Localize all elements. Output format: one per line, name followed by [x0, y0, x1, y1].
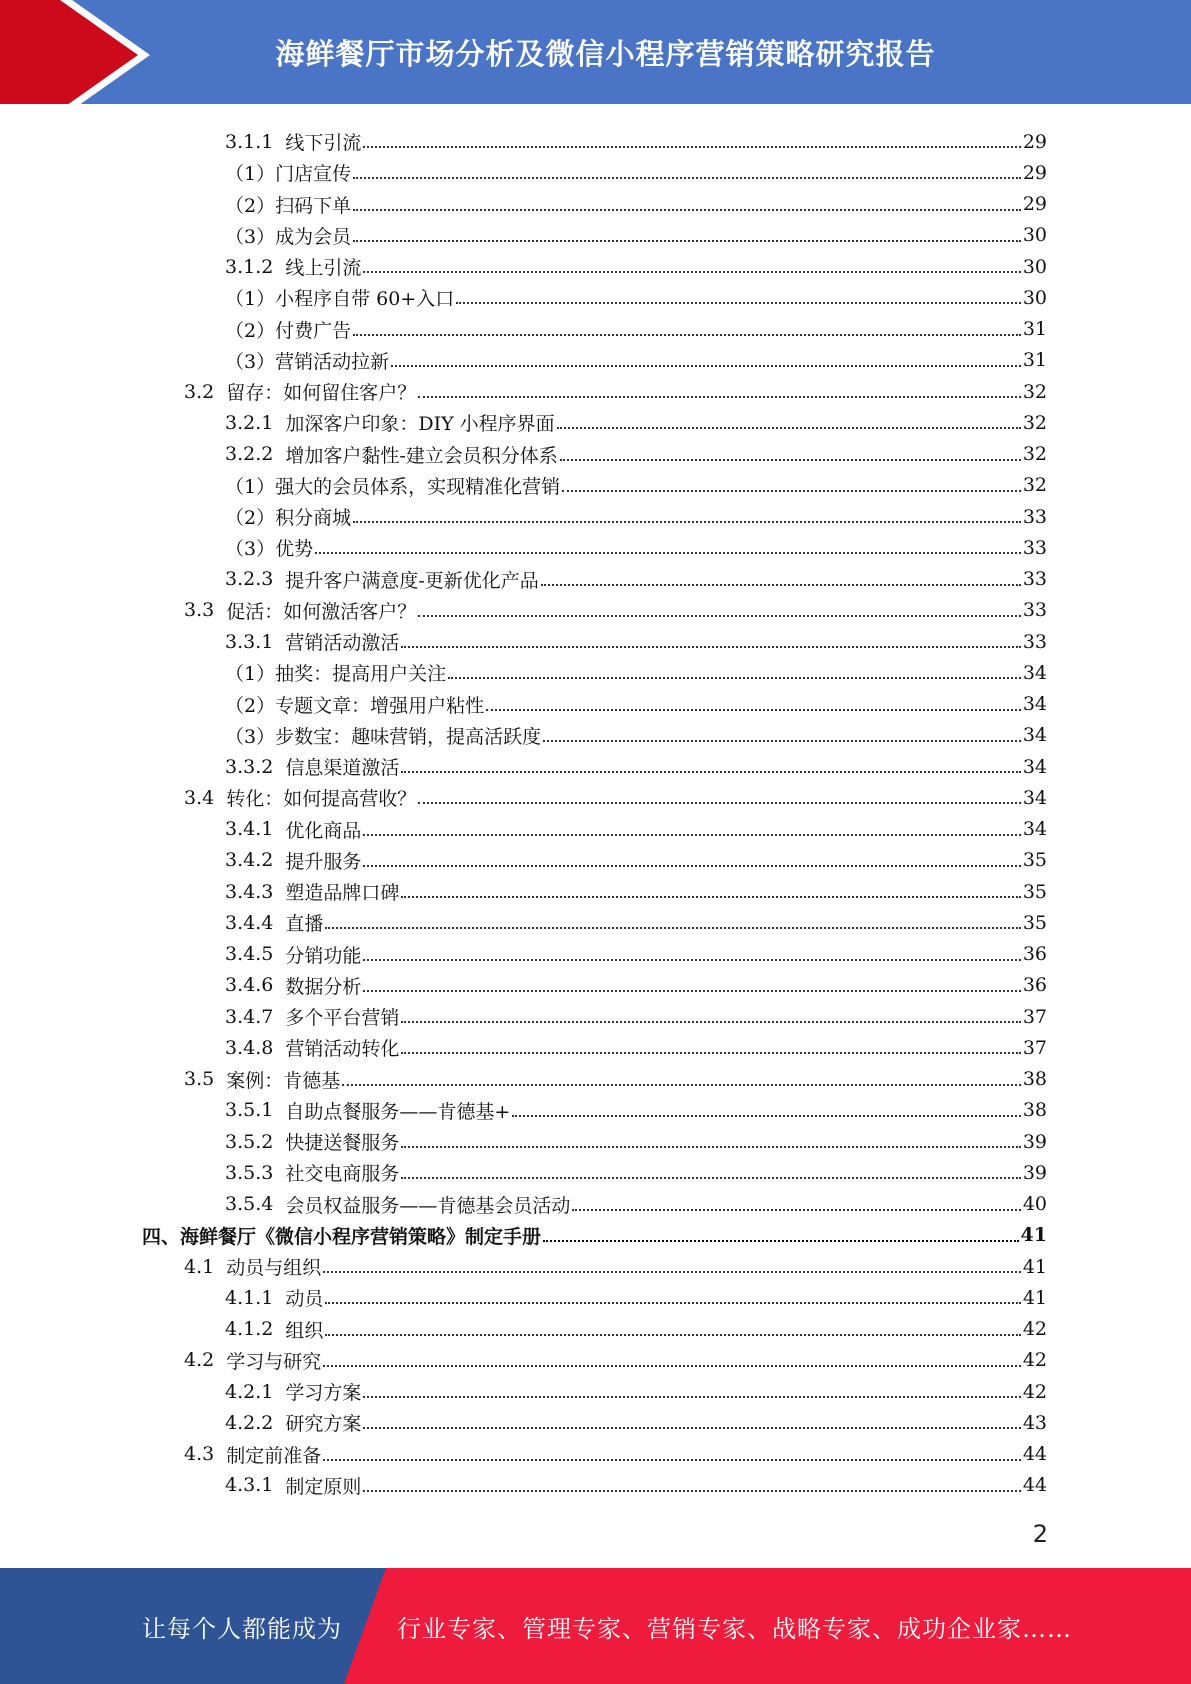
toc-entry-title: 步数宝：趣味营销，提高活跃度 — [275, 725, 542, 748]
toc-entry-page: 32 — [1022, 380, 1047, 403]
toc-entry-page: 42 — [1022, 1349, 1047, 1372]
toc-entry[interactable] — [225, 1032, 1047, 1063]
toc-entry-title: 学习方案 — [285, 1382, 362, 1404]
toc-dot-leader — [562, 481, 1021, 492]
toc-entry-number: 3.5 — [184, 1068, 215, 1090]
toc-dot-leader — [353, 200, 1021, 211]
toc-entry-number: 3.2.1 — [225, 411, 274, 434]
toc-entry-page: 30 — [1022, 224, 1047, 247]
toc-entry-number: 4.2.1 — [225, 1380, 274, 1403]
toc-dot-leader — [363, 950, 1020, 961]
toc-entry-title: 优化商品 — [285, 819, 362, 842]
toc-entry[interactable] — [225, 876, 1047, 907]
toc-entry[interactable] — [225, 689, 1047, 720]
toc-dot-leader — [401, 1137, 1020, 1148]
toc-entry-title: 转化：如何提高营收？ — [226, 788, 417, 811]
header-banner — [0, 0, 1191, 110]
toc-dot-leader — [363, 1481, 1020, 1492]
toc-entry[interactable] — [225, 470, 1047, 501]
toc-dot-leader — [401, 637, 1020, 648]
toc-dot-leader — [363, 262, 1020, 273]
toc-entry-page: 34 — [1022, 693, 1047, 715]
toc-entry-title: 学习与研究 — [226, 1350, 322, 1373]
toc-entry-title: 制定前准备 — [226, 1444, 322, 1467]
toc-dot-leader — [401, 1168, 1020, 1179]
toc-entry-title: 强大的会员体系，实现精准化营销 — [275, 475, 561, 498]
toc-dot-leader — [325, 1325, 1020, 1336]
toc-entry-page: 33 — [1022, 536, 1047, 559]
toc-entry-title: 分销功能 — [285, 944, 362, 967]
toc-entry-number: 3.4.3 — [225, 880, 274, 903]
toc-entry-page: 34 — [1022, 755, 1047, 778]
toc-entry[interactable] — [142, 1220, 1047, 1251]
toc-entry-title: 信息渠道激活 — [285, 757, 400, 779]
toc-dot-leader — [353, 231, 1021, 242]
toc-entry-number: 3.4.8 — [225, 1036, 274, 1059]
toc-entry[interactable] — [225, 282, 1047, 313]
toc-entry-number: （3） — [225, 225, 276, 248]
toc-entry[interactable] — [225, 1157, 1047, 1188]
toc-dot-leader — [353, 168, 1021, 179]
toc-entry-page: 39 — [1022, 1130, 1047, 1153]
toc-entry-number: 3.3.2 — [225, 755, 274, 778]
toc-entry-page: 35 — [1022, 911, 1047, 934]
toc-entry-number: （1） — [225, 288, 276, 311]
toc-dot-leader — [543, 1231, 1019, 1242]
toc-dot-leader — [543, 731, 1021, 742]
toc-dot-leader — [401, 887, 1020, 898]
toc-entry[interactable] — [184, 1064, 1047, 1095]
toc-entry[interactable] — [225, 220, 1047, 251]
toc-entry-title: 营销活动拉新 — [275, 350, 390, 373]
toc-entry-number: 4.3.1 — [225, 1474, 274, 1497]
toc-entry-title: 提升客户满意度-更新优化产品 — [285, 569, 539, 592]
toc-entry-number: （1） — [225, 163, 276, 186]
toc-entry-title: 门店宣传 — [275, 163, 352, 186]
toc-entry-title: 直播 — [285, 913, 324, 936]
toc-entry-number: 3.4.6 — [225, 974, 274, 997]
toc-dot-leader — [418, 606, 1021, 617]
toc-entry[interactable] — [225, 657, 1047, 688]
toc-entry-page: 43 — [1022, 1411, 1047, 1434]
toc-entry-title: 营销活动转化 — [285, 1038, 400, 1061]
toc-dot-leader — [323, 1262, 1021, 1273]
toc-entry-page: 32 — [1022, 411, 1047, 434]
toc-entry-number: （2） — [225, 507, 276, 529]
toc-entry-number: 3.3 — [184, 599, 215, 622]
toc-entry-title: 塑造品牌口碑 — [285, 882, 400, 904]
toc-entry-number: 3.4.4 — [225, 911, 274, 934]
toc-dot-leader — [323, 1450, 1021, 1461]
toc-dot-leader — [541, 575, 1021, 586]
toc-entry[interactable] — [225, 751, 1047, 782]
toc-entry-number: 3.1.2 — [225, 255, 274, 278]
toc-entry[interactable] — [225, 314, 1047, 345]
toc-entry[interactable] — [225, 501, 1047, 532]
toc-dot-leader — [363, 981, 1020, 992]
toc-entry-title: 组织 — [285, 1319, 324, 1342]
toc-entry-number: （2） — [225, 319, 276, 342]
toc-entry-number: 4.2.2 — [225, 1411, 274, 1434]
toc-entry-page: 38 — [1022, 1099, 1047, 1122]
toc-entry-title: 抽奖：提高用户关注 — [275, 663, 447, 686]
toc-entry[interactable] — [225, 564, 1047, 595]
toc-entry-page: 34 — [1022, 661, 1047, 684]
toc-entry-title: 制定原则 — [285, 1475, 362, 1498]
toc-entry-number: 3.4 — [184, 786, 215, 809]
toc-entry-title: 留存：如何留住客户？ — [226, 382, 417, 404]
toc-entry-title: 案例：肯德基 — [226, 1069, 341, 1092]
toc-entry[interactable] — [184, 1345, 1047, 1376]
toc-entry-title: 成为会员 — [275, 225, 352, 248]
toc-entry[interactable] — [225, 907, 1047, 938]
toc-entry-title: 数据分析 — [285, 975, 362, 998]
toc-entry-number: 3.4.5 — [225, 943, 274, 965]
toc-dot-leader — [323, 1356, 1021, 1367]
toc-entry-page: 35 — [1022, 880, 1047, 903]
toc-entry[interactable] — [225, 814, 1047, 845]
toc-entry-title: 专题文章：增强用户粘性 — [275, 694, 485, 717]
toc-entry-page: 36 — [1022, 943, 1047, 965]
toc-dot-leader — [560, 450, 1021, 461]
toc-entry-number: （3） — [225, 538, 276, 561]
toc-dot-leader — [401, 1012, 1020, 1023]
toc-entry[interactable] — [184, 1251, 1047, 1282]
toc-entry-page: 40 — [1022, 1193, 1047, 1215]
toc-entry-title: 积分商城 — [275, 507, 352, 529]
toc-entry[interactable] — [225, 939, 1047, 970]
toc-entry-number: （1） — [225, 475, 276, 498]
toc-dot-leader — [448, 668, 1021, 679]
toc-entry-title: 加深客户印象：DIY 小程序界面 — [285, 413, 555, 436]
toc-entry[interactable] — [225, 845, 1047, 876]
toc-entry-page: 39 — [1022, 1161, 1047, 1184]
toc-entry[interactable] — [225, 532, 1047, 563]
toc-entry[interactable] — [225, 1189, 1047, 1220]
toc-entry-number: 3.5.2 — [225, 1130, 274, 1153]
toc-entry-number: 3.3.1 — [225, 630, 274, 653]
toc-entry-title: 付费广告 — [275, 319, 352, 342]
toc-entry-number: 4.1.2 — [225, 1318, 274, 1340]
toc-entry-title: 扫码下单 — [275, 194, 352, 217]
toc-entry-page: 37 — [1022, 1036, 1047, 1059]
toc-dot-leader — [363, 137, 1020, 148]
toc-entry-number: 4.1 — [184, 1255, 215, 1278]
toc-dot-leader — [315, 543, 1021, 554]
toc-entry[interactable] — [225, 189, 1047, 220]
toc-entry-title: 多个平台营销 — [285, 1007, 400, 1029]
toc-entry-page: 41 — [1022, 1286, 1047, 1309]
toc-entry[interactable] — [225, 720, 1047, 751]
toc-entry-number: 3.2.3 — [225, 568, 274, 590]
toc-entry[interactable] — [225, 1126, 1047, 1157]
toc-entry-number: 3.1.1 — [225, 130, 274, 153]
toc-entry[interactable] — [225, 439, 1047, 470]
toc-entry[interactable] — [225, 407, 1047, 438]
toc-entry-title: 动员 — [285, 1288, 324, 1311]
toc-entry-page: 41 — [1022, 1255, 1047, 1278]
toc-entry-page: 32 — [1022, 443, 1047, 465]
page-number: 2 — [1032, 1520, 1048, 1548]
toc-entry[interactable] — [184, 782, 1047, 813]
toc-entry[interactable] — [225, 970, 1047, 1001]
toc-entry-page: 29 — [1022, 130, 1047, 153]
toc-entry[interactable] — [225, 1376, 1047, 1407]
toc-entry-page: 36 — [1022, 974, 1047, 997]
toc-entry-number: 4.2 — [184, 1349, 215, 1372]
toc-dot-leader — [353, 325, 1021, 336]
toc-entry-page: 35 — [1022, 849, 1047, 872]
toc-dot-leader — [325, 1293, 1020, 1304]
toc-entry-page: 41 — [1020, 1224, 1047, 1247]
toc-entry-number: 4.3 — [184, 1443, 215, 1465]
toc-entry-page: 42 — [1022, 1380, 1047, 1403]
toc-dot-leader — [557, 418, 1021, 429]
toc-entry-title: 促活：如何激活客户？ — [226, 600, 417, 623]
toc-entry-page: 30 — [1022, 255, 1047, 278]
toc-dot-leader — [456, 293, 1021, 304]
toc-entry-number: 3.4.7 — [225, 1005, 274, 1028]
toc-entry-page: 29 — [1022, 193, 1047, 215]
toc-dot-leader — [391, 356, 1021, 367]
toc-entry-page: 32 — [1022, 474, 1047, 497]
toc-entry-number: 3.4.1 — [225, 818, 274, 840]
toc-entry-page: 44 — [1022, 1443, 1047, 1465]
toc-entry-title: 提升服务 — [285, 850, 362, 873]
toc-entry-title: 社交电商服务 — [285, 1163, 400, 1186]
toc-dot-leader — [363, 1387, 1020, 1398]
toc-entry-number: （2） — [225, 694, 276, 717]
toc-entry-number: 3.5.1 — [225, 1099, 274, 1122]
toc-entry-number: 3.4.2 — [225, 849, 274, 872]
toc-entry-page: 31 — [1022, 318, 1047, 340]
toc-entry[interactable] — [184, 376, 1047, 407]
toc-entry[interactable] — [184, 1439, 1047, 1470]
toc-entry-number: （3） — [225, 350, 276, 373]
footer-slogan-left: 让每个人都能成为 — [142, 1614, 342, 1643]
toc-dot-leader — [325, 918, 1020, 929]
toc-entry[interactable] — [225, 626, 1047, 657]
toc-entry-title: 会员权益服务——肯德基会员活动 — [285, 1194, 571, 1217]
toc-entry-title: 优势 — [275, 538, 314, 561]
toc-entry-title: 四、海鲜餐厅《微信小程序营销策略》制定手册 — [142, 1225, 542, 1248]
toc-dot-leader — [401, 762, 1020, 773]
toc-entry-page: 33 — [1022, 599, 1047, 622]
toc-entry[interactable] — [225, 1314, 1047, 1345]
toc-entry-number: 3.2 — [184, 380, 215, 403]
toc-dot-leader — [401, 1043, 1020, 1054]
toc-entry-title: 增加客户黏性-建立会员积分体系 — [285, 444, 558, 467]
toc-entry-title: 动员与组织 — [226, 1257, 322, 1279]
toc-dot-leader — [363, 825, 1020, 836]
toc-entry[interactable] — [225, 126, 1047, 157]
toc-entry-page: 33 — [1022, 630, 1047, 653]
toc-entry[interactable] — [225, 1470, 1047, 1501]
toc-entry-title: 快捷送餐服务 — [285, 1132, 400, 1154]
toc-dot-leader — [418, 387, 1021, 398]
toc-entry-page: 30 — [1022, 286, 1047, 309]
toc-entry-title: 线上引流 — [285, 257, 362, 279]
toc-entry-page: 38 — [1022, 1068, 1047, 1090]
toc-dot-leader — [363, 856, 1020, 867]
toc-entry-page: 42 — [1022, 1318, 1047, 1340]
toc-entry-number: 3.5.4 — [225, 1193, 274, 1215]
toc-entry-page: 37 — [1022, 1005, 1047, 1028]
toc-dot-leader — [342, 1075, 1021, 1086]
toc-dot-leader — [418, 793, 1021, 804]
toc-entry-page: 29 — [1022, 161, 1047, 184]
toc-entry-number: 4.1.1 — [225, 1286, 274, 1309]
toc-entry-number: 3.5.3 — [225, 1161, 274, 1184]
toc-entry-page: 34 — [1022, 818, 1047, 840]
toc-entry[interactable] — [225, 251, 1047, 282]
toc-dot-leader — [486, 700, 1021, 711]
toc-entry-page: 44 — [1022, 1474, 1047, 1497]
toc-entry-title: 研究方案 — [285, 1413, 362, 1436]
toc-entry[interactable] — [225, 1282, 1047, 1313]
toc-entry-title: 营销活动激活 — [285, 632, 400, 654]
toc-dot-leader — [572, 1200, 1020, 1211]
toc-entry-number: （1） — [225, 663, 276, 686]
toc-dot-leader — [353, 512, 1021, 523]
toc-entry-page: 34 — [1022, 786, 1047, 809]
footer-slogan-right: 行业专家、管理专家、营销专家、战略专家、成功企业家…… — [397, 1614, 1072, 1643]
toc-entry[interactable] — [225, 1095, 1047, 1126]
toc-entry-title: 线下引流 — [285, 132, 362, 154]
toc-dot-leader — [363, 1418, 1020, 1429]
toc-entry-page: 34 — [1022, 724, 1047, 747]
report-title: 海鲜餐厅市场分析及微信小程序营销策略研究报告 — [275, 36, 936, 71]
toc-entry-number: （3） — [225, 725, 276, 748]
toc-entry[interactable] — [225, 345, 1047, 376]
toc-dot-leader — [512, 1106, 1021, 1117]
toc-entry[interactable] — [184, 595, 1047, 626]
toc-entry-title: 小程序自带 60+入口 — [275, 288, 455, 311]
toc-entry[interactable] — [225, 1407, 1047, 1438]
toc-entry[interactable] — [225, 157, 1047, 188]
toc-entry-number: 3.2.2 — [225, 443, 274, 465]
toc-entry-number: （2） — [225, 194, 276, 217]
toc-entry-title: 自助点餐服务——肯德基+ — [285, 1100, 511, 1123]
toc-entry-page: 33 — [1022, 505, 1047, 528]
toc-entry-page: 31 — [1022, 349, 1047, 372]
toc-entry-page: 33 — [1022, 568, 1047, 590]
footer-banner — [0, 1568, 1191, 1684]
toc-entry[interactable] — [225, 1001, 1047, 1032]
